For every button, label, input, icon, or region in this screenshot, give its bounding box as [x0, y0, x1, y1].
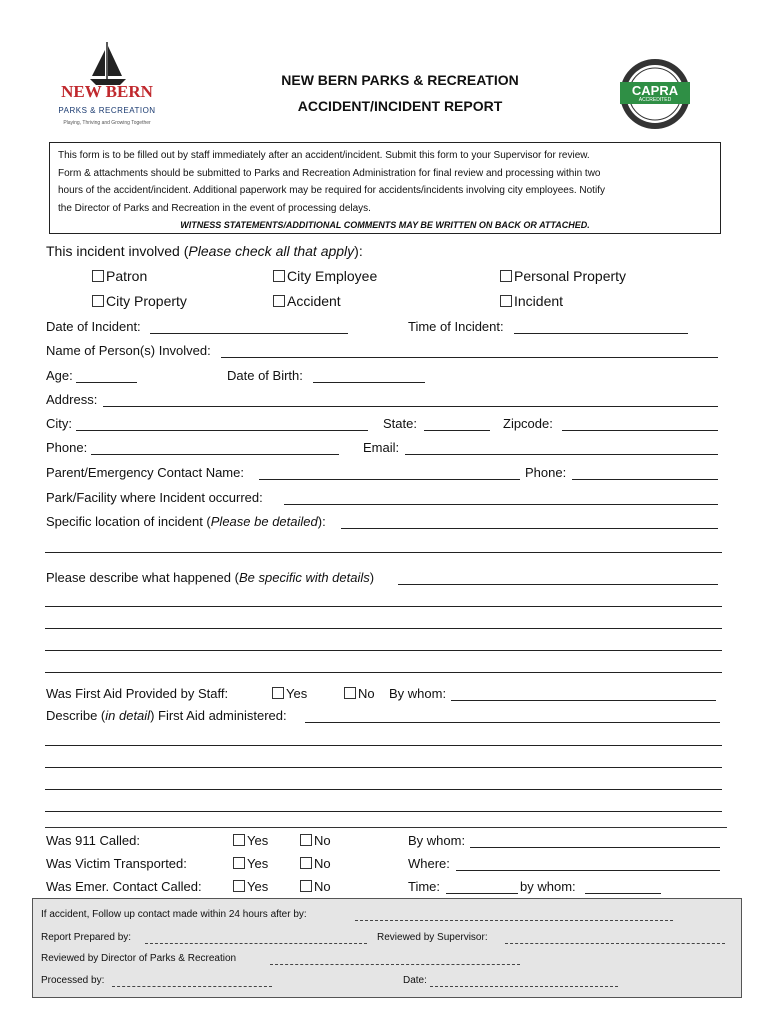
first-aid-by-whom-label: By whom: — [389, 686, 447, 701]
checkbox-label: City Employee — [287, 268, 378, 284]
checkbox-icon[interactable] — [233, 834, 245, 846]
describe-field-5[interactable] — [45, 672, 722, 673]
checkbox-city-employee[interactable] — [273, 268, 377, 284]
involved-label-end: ): — [354, 243, 363, 259]
dob-label: Date of Birth: — [227, 368, 303, 383]
reviewed-supervisor-label: Reviewed by Supervisor: — [377, 932, 488, 943]
age-label: Age: — [46, 368, 73, 383]
transported-no[interactable] — [300, 856, 331, 871]
first-aid-describe-end: ) First Aid administered: — [150, 708, 287, 723]
location-label-end: ): — [317, 514, 326, 529]
checkbox-icon[interactable] — [233, 857, 245, 869]
first-aid-describe-field-3[interactable] — [45, 767, 722, 768]
followup-field[interactable] — [355, 920, 673, 921]
involved-label — [46, 243, 363, 259]
zipcode-label: Zipcode: — [503, 416, 553, 431]
describe-label — [46, 570, 374, 585]
reviewed-director-label: Reviewed by Director of Parks & Recreation — [41, 953, 237, 964]
parent-phone-label: Phone: — [525, 465, 567, 480]
parent-phone-field[interactable] — [572, 479, 718, 480]
first-aid-describe-field[interactable] — [305, 722, 720, 723]
instructions-box — [49, 142, 721, 234]
state-label: State: — [383, 416, 417, 431]
contact-called-yes[interactable] — [233, 879, 268, 894]
email-field[interactable] — [405, 454, 718, 455]
section-divider — [45, 827, 727, 828]
date-field[interactable] — [430, 986, 618, 987]
city-field[interactable] — [76, 430, 368, 431]
checkbox-icon[interactable] — [300, 834, 312, 846]
location-label-italic: Please be detailed — [210, 514, 318, 529]
phone-field[interactable] — [91, 454, 339, 455]
first-aid-question: Was First Aid Provided by Staff: — [46, 686, 229, 701]
checkbox-icon[interactable] — [273, 295, 285, 307]
logo-subtitle: PARKS & RECREATION — [58, 106, 156, 115]
checkbox-accident[interactable] — [273, 293, 341, 309]
checkbox-icon[interactable] — [273, 270, 285, 282]
logo-tagline: Playing, Thriving and Growing Together — [63, 120, 151, 126]
first-aid-yes[interactable] — [272, 686, 307, 701]
checkbox-personal-property[interactable] — [500, 268, 626, 284]
first-aid-describe-italic: in detail — [105, 708, 151, 723]
checkbox-label: Yes — [286, 686, 308, 701]
checkbox-label: Accident — [287, 293, 341, 309]
first-aid-describe-field-2[interactable] — [45, 745, 722, 746]
address-field[interactable] — [103, 406, 718, 407]
age-field[interactable] — [76, 382, 137, 383]
contact-called-label: Was Emer. Contact Called: — [46, 879, 202, 894]
parent-contact-label: Parent/Emergency Contact Name: — [46, 465, 244, 480]
contact-by-whom-label: by whom: — [520, 879, 576, 894]
contact-by-whom-field[interactable] — [585, 893, 661, 894]
where-label: Where: — [408, 856, 450, 871]
checkbox-label: Personal Property — [514, 268, 627, 284]
first-aid-describe-label — [46, 708, 287, 723]
describe-label-italic: Be specific with details — [238, 570, 370, 585]
prepared-by-field[interactable] — [145, 943, 367, 944]
checkbox-patron[interactable] — [92, 268, 147, 284]
involved-label-italic: Please check all that apply — [188, 243, 355, 259]
checkbox-icon[interactable] — [233, 880, 245, 892]
involved-label-text: This incident involved ( — [46, 243, 189, 259]
email-label: Email: — [363, 440, 400, 455]
checkbox-label: Incident — [514, 293, 564, 309]
checkbox-icon[interactable] — [300, 880, 312, 892]
checkbox-incident[interactable] — [500, 293, 563, 309]
checkbox-label: Yes — [247, 879, 269, 894]
checkbox-icon[interactable] — [272, 687, 284, 699]
facility-field[interactable] — [284, 504, 718, 505]
time-label: Time: — [408, 879, 441, 894]
city-logo — [52, 40, 162, 132]
first-aid-no[interactable] — [344, 686, 375, 701]
specific-location-label — [46, 514, 326, 529]
checkbox-label: Patron — [106, 268, 148, 284]
date-of-incident-field[interactable] — [150, 333, 348, 334]
contact-called-no[interactable] — [300, 879, 331, 894]
describe-label-end: ) — [369, 570, 375, 585]
q-911-yes[interactable] — [233, 833, 268, 848]
first-aid-describe-field-5[interactable] — [45, 811, 722, 812]
reviewed-director-field[interactable] — [270, 964, 520, 965]
q-911-label: Was 911 Called: — [46, 833, 140, 848]
reviewed-supervisor-field[interactable] — [505, 943, 725, 944]
checkbox-city-property[interactable] — [92, 293, 187, 309]
dob-field[interactable] — [313, 382, 425, 383]
witness-note: WITNESS STATEMENTS/ADDITIONAL COMMENTS MAY BE WRITTEN ON BACK OR ATTACHED. — [180, 220, 590, 230]
processed-by-label: Processed by: — [41, 975, 105, 986]
prepared-by-label: Report Prepared by: — [41, 932, 132, 943]
followup-label: If accident, Follow up contact made within 24 hours after by: — [41, 909, 307, 920]
date-of-incident-label: Date of Incident: — [46, 319, 141, 334]
facility-label: Park/Facility where Incident occurred: — [46, 490, 263, 505]
describe-label-text: Please describe what happened ( — [46, 570, 239, 585]
q-911-no[interactable] — [300, 833, 331, 848]
checkbox-icon[interactable] — [500, 295, 512, 307]
date-label: Date: — [403, 975, 427, 986]
address-label: Address: — [46, 392, 98, 407]
where-field[interactable] — [456, 870, 720, 871]
transported-label: Was Victim Transported: — [46, 856, 187, 871]
persons-involved-field[interactable] — [221, 357, 718, 358]
transported-yes[interactable] — [233, 856, 268, 871]
checkbox-label: City Property — [106, 293, 187, 309]
persons-involved-label: Name of Person(s) Involved: — [46, 343, 211, 358]
q-911-by-whom-label: By whom: — [408, 833, 466, 848]
describe-field[interactable] — [398, 584, 718, 585]
describe-field-3[interactable] — [45, 628, 722, 629]
instructions-line: This form is to be filled out by staff immediately after an accident/incident. Submit this form to your Supervisor for review. — [58, 150, 590, 161]
checkbox-label: No — [314, 856, 331, 871]
logo-text: NEW BERN — [61, 82, 153, 101]
time-of-incident-label: Time of Incident: — [408, 319, 504, 334]
instructions-line: hours of the accident/incident. Additional paperwork may be required for accidents/incidents involving city employees. Notify — [58, 185, 605, 196]
location-label-text: Specific location of incident ( — [46, 514, 211, 529]
checkbox-label: No — [314, 833, 331, 848]
instructions-line: the Director of Parks and Recreation in the event of processing delays. — [58, 202, 371, 214]
first-aid-describe-text: Describe ( — [46, 708, 106, 723]
checkbox-label: Yes — [247, 833, 269, 848]
state-field[interactable] — [424, 430, 490, 431]
describe-field-2[interactable] — [45, 606, 722, 607]
specific-location-field-2[interactable] — [45, 552, 722, 553]
checkbox-label: No — [358, 686, 375, 701]
checkbox-icon[interactable] — [300, 857, 312, 869]
capra-badge — [614, 56, 696, 132]
checkbox-icon[interactable] — [500, 270, 512, 282]
processed-by-field[interactable] — [112, 986, 272, 987]
capra-text: CAPRA — [631, 83, 679, 98]
checkbox-label: Yes — [247, 856, 269, 871]
parent-contact-field[interactable] — [259, 479, 520, 480]
phone-label: Phone: — [46, 440, 88, 455]
city-label: City: — [46, 416, 72, 431]
q-911-by-whom-field[interactable] — [470, 847, 720, 848]
checkbox-icon[interactable] — [92, 295, 104, 307]
form-title-line2: ACCIDENT/INCIDENT REPORT — [297, 98, 503, 114]
form-title-line1: NEW BERN PARKS & RECREATION — [281, 72, 519, 88]
first-aid-describe-field-4[interactable] — [45, 789, 722, 790]
checkbox-icon[interactable] — [92, 270, 104, 282]
checkbox-icon[interactable] — [344, 687, 356, 699]
first-aid-by-whom-field[interactable] — [451, 700, 716, 701]
time-field[interactable] — [446, 893, 518, 894]
time-of-incident-field[interactable] — [514, 333, 688, 334]
checkbox-label: No — [314, 879, 331, 894]
instructions-line: Form & attachments should be submitted to Parks and Recreation Administration for final review and processing within two — [58, 167, 601, 179]
capra-sub: ACCREDITED — [638, 97, 672, 103]
specific-location-field[interactable] — [341, 528, 718, 529]
describe-field-4[interactable] — [45, 650, 722, 651]
zipcode-field[interactable] — [562, 430, 718, 431]
